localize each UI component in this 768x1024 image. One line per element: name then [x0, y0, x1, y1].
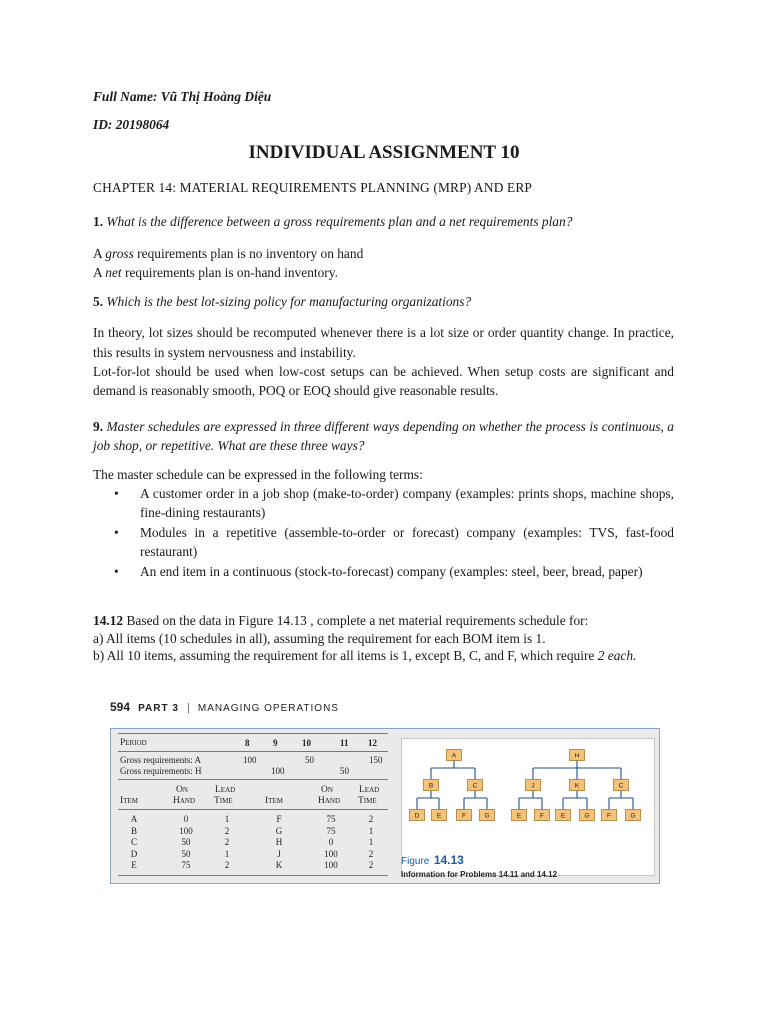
bom-node	[432, 810, 447, 821]
student-id: ID: 20198064	[93, 117, 170, 132]
table-cell: 2	[368, 848, 374, 859]
table-cell: 1	[224, 848, 230, 859]
table-cell: 2	[224, 825, 230, 836]
period-label: Period	[120, 738, 147, 748]
bom-node-label: A	[451, 752, 457, 760]
figure-14-13	[110, 728, 660, 884]
bom-node-label: E	[516, 812, 522, 820]
bom-node-label: E	[436, 812, 442, 820]
problem-14-12	[93, 612, 674, 665]
table-cell: 50	[181, 848, 191, 859]
bom-node	[580, 810, 595, 821]
col-header-hand: Hand	[173, 796, 196, 806]
table-cell: 100	[324, 848, 338, 859]
answer-1	[93, 244, 674, 282]
question-text: What is the difference between a gross requirements plan and a net requirements plan?	[106, 214, 573, 229]
question-text: Which is the best lot-sizing policy for manufacturing organizations?	[106, 294, 472, 309]
col-header-item: Item	[265, 796, 283, 806]
bom-node-label: C	[472, 782, 478, 790]
period-header: 11	[340, 738, 349, 748]
bom-node	[468, 780, 483, 791]
bom-node	[535, 810, 550, 821]
bom-node	[556, 810, 571, 821]
answer-5-paragraph-2: Lot-for-lot should be used when low-cost setups can be achieved. When setup costs are significant and demand is reasonably smooth, POQ or EOQ should give reasonable results.	[93, 364, 674, 398]
table-cell: 150	[369, 755, 383, 765]
bom-node-label: H	[574, 752, 580, 760]
bom-node-label: E	[560, 812, 566, 820]
bom-node	[447, 750, 462, 761]
table-cell: J	[277, 848, 281, 859]
bom-node	[457, 810, 472, 821]
table-cell: 50	[305, 755, 314, 765]
page-title: INDIVIDUAL ASSIGNMENT 10	[248, 142, 520, 163]
table-cell: 50	[181, 837, 191, 847]
bom-node-label: G	[584, 812, 590, 820]
table-cell: 0	[183, 814, 189, 824]
question-text: Master schedules are expressed in three different ways depending on whether the process is continuous, a job shop, or repetitive. What are these three ways?	[93, 419, 674, 453]
table-cell: 100	[271, 766, 285, 776]
full-name: Full Name: Vũ Thị Hoàng Diệu	[93, 89, 272, 104]
table-cell: B	[130, 825, 137, 836]
gross-req-a-label: Gross requirements: A	[120, 755, 201, 765]
table-rule	[118, 779, 388, 780]
figure-caption-text: Information for Problems 14.11 and 14.12	[401, 870, 558, 879]
bom-node-label: J	[531, 782, 535, 790]
bom-node	[526, 780, 541, 791]
bom-node	[602, 810, 617, 821]
question-number: 1.	[93, 214, 104, 229]
textbook-section: MANAGING OPERATIONS	[197, 703, 339, 714]
table-cell: D	[130, 848, 138, 859]
table-rule	[118, 809, 388, 810]
table-cell: 2	[224, 837, 230, 847]
problem-number: 14.12	[93, 613, 124, 628]
period-header: 10	[302, 738, 311, 748]
table-cell: 100	[179, 825, 193, 836]
problem-line: b) All 10 items, assuming the requirement for all items is 1, except B, C, and F, which require 2 each.	[93, 648, 637, 663]
table-rule	[118, 875, 388, 876]
table-cell: H	[275, 837, 283, 847]
answer-9-intro: The master schedule can be expressed in the following terms:	[93, 467, 423, 482]
chapter-heading: CHAPTER 14: MATERIAL REQUIREMENTS PLANNING (MRP) AND ERP	[93, 180, 533, 195]
period-header: 8	[245, 738, 250, 748]
table-rule	[118, 733, 388, 734]
table-cell: 100	[243, 755, 257, 765]
bom-node-label: K	[574, 782, 580, 790]
list-item: • An end item in a continuous (stock-to-forecast) company (examples: steel, beer, bread, paper)	[114, 564, 643, 579]
figure-caption	[401, 851, 557, 879]
bom-node	[424, 780, 439, 791]
bullet-icon: •	[114, 486, 119, 501]
figure-caption-word: Figure	[401, 856, 430, 867]
col-header-time: Time	[214, 796, 233, 806]
bom-node-label: F	[462, 812, 466, 820]
question-1	[93, 212, 674, 231]
problem-line: a) All items (10 schedules in all), assuming the requirement for each BOM item is 1.	[93, 630, 546, 646]
bom-node	[570, 750, 585, 761]
textbook-part: PART 3	[138, 703, 179, 714]
col-header-on: On	[321, 785, 333, 795]
header-separator: |	[186, 702, 190, 714]
answer-5-paragraph-1: In theory, lot sizes should be recomputed whenever there is a lot size or order quantity change. In practice, this results in system nervousness and instability.	[93, 325, 674, 360]
table-cell: 1	[368, 825, 374, 836]
textbook-page-header	[110, 700, 670, 720]
col-header-lead: Lead	[359, 785, 380, 795]
col-header-on: On	[176, 785, 188, 795]
table-cell: 75	[181, 860, 191, 870]
list-item: • A customer order in a job shop (make-to-order) company (examples: prints shops, machine shops, fine-dining restaurants)	[114, 486, 674, 520]
question-5	[93, 292, 674, 311]
bom-node	[410, 810, 425, 821]
bullet-icon: •	[114, 525, 119, 540]
bullet-icon: •	[114, 564, 119, 579]
period-header: 9	[273, 738, 278, 748]
answer-line: A gross requirements plan is no inventory on hand	[93, 246, 364, 261]
gross-req-h-label: Gross requirements: H	[120, 766, 202, 776]
bom-node	[570, 780, 585, 791]
figure-caption-number: 14.13	[433, 853, 464, 867]
col-header-lead: Lead	[215, 785, 236, 795]
table-cell: A	[130, 814, 138, 824]
bom-node-label: C	[618, 782, 624, 790]
answer-9-list	[93, 484, 674, 582]
bom-node-label: F	[607, 812, 611, 820]
table-cell: 0	[328, 837, 334, 847]
table-cell: C	[130, 837, 137, 847]
table-rule	[118, 751, 388, 752]
bom-node-label: G	[630, 812, 636, 820]
bom-node	[480, 810, 495, 821]
question-9	[93, 417, 674, 455]
bom-node-label: B	[428, 782, 434, 790]
table-cell: F	[276, 814, 282, 824]
table-cell: 75	[326, 814, 336, 824]
bom-node	[512, 810, 527, 821]
bom-node	[626, 810, 641, 821]
col-header-time: Time	[358, 796, 377, 806]
table-cell: K	[275, 860, 283, 870]
question-number: 5.	[93, 294, 104, 309]
list-item: • Modules in a repetitive (assemble-to-order or forecast) company (examples: TVS, fast-food restaurant)	[114, 525, 674, 559]
table-cell: E	[131, 860, 137, 870]
table-cell: 2	[368, 814, 374, 824]
table-cell: 100	[324, 860, 338, 870]
question-number: 9.	[93, 419, 104, 434]
textbook-page-number: 594	[110, 700, 131, 714]
table-cell: G	[275, 825, 283, 836]
col-header-item: Item	[120, 796, 138, 806]
table-cell: 2	[224, 860, 230, 870]
answer-line: A net requirements plan is on-hand inventory.	[93, 265, 338, 280]
bom-node	[614, 780, 629, 791]
col-header-hand: Hand	[318, 796, 341, 806]
period-header: 12	[368, 738, 377, 748]
bom-node-label: D	[414, 812, 420, 820]
table-cell: 2	[368, 860, 374, 870]
bom-node-label: F	[540, 812, 544, 820]
problem-line: 14.12 Based on the data in Figure 14.13 , complete a net material requirements schedule for:	[93, 613, 589, 628]
table-cell: 1	[224, 814, 230, 824]
table-cell: 75	[326, 825, 336, 836]
table-cell: 50	[340, 766, 349, 776]
table-cell: 1	[368, 837, 374, 847]
bom-node-label: G	[484, 812, 490, 820]
